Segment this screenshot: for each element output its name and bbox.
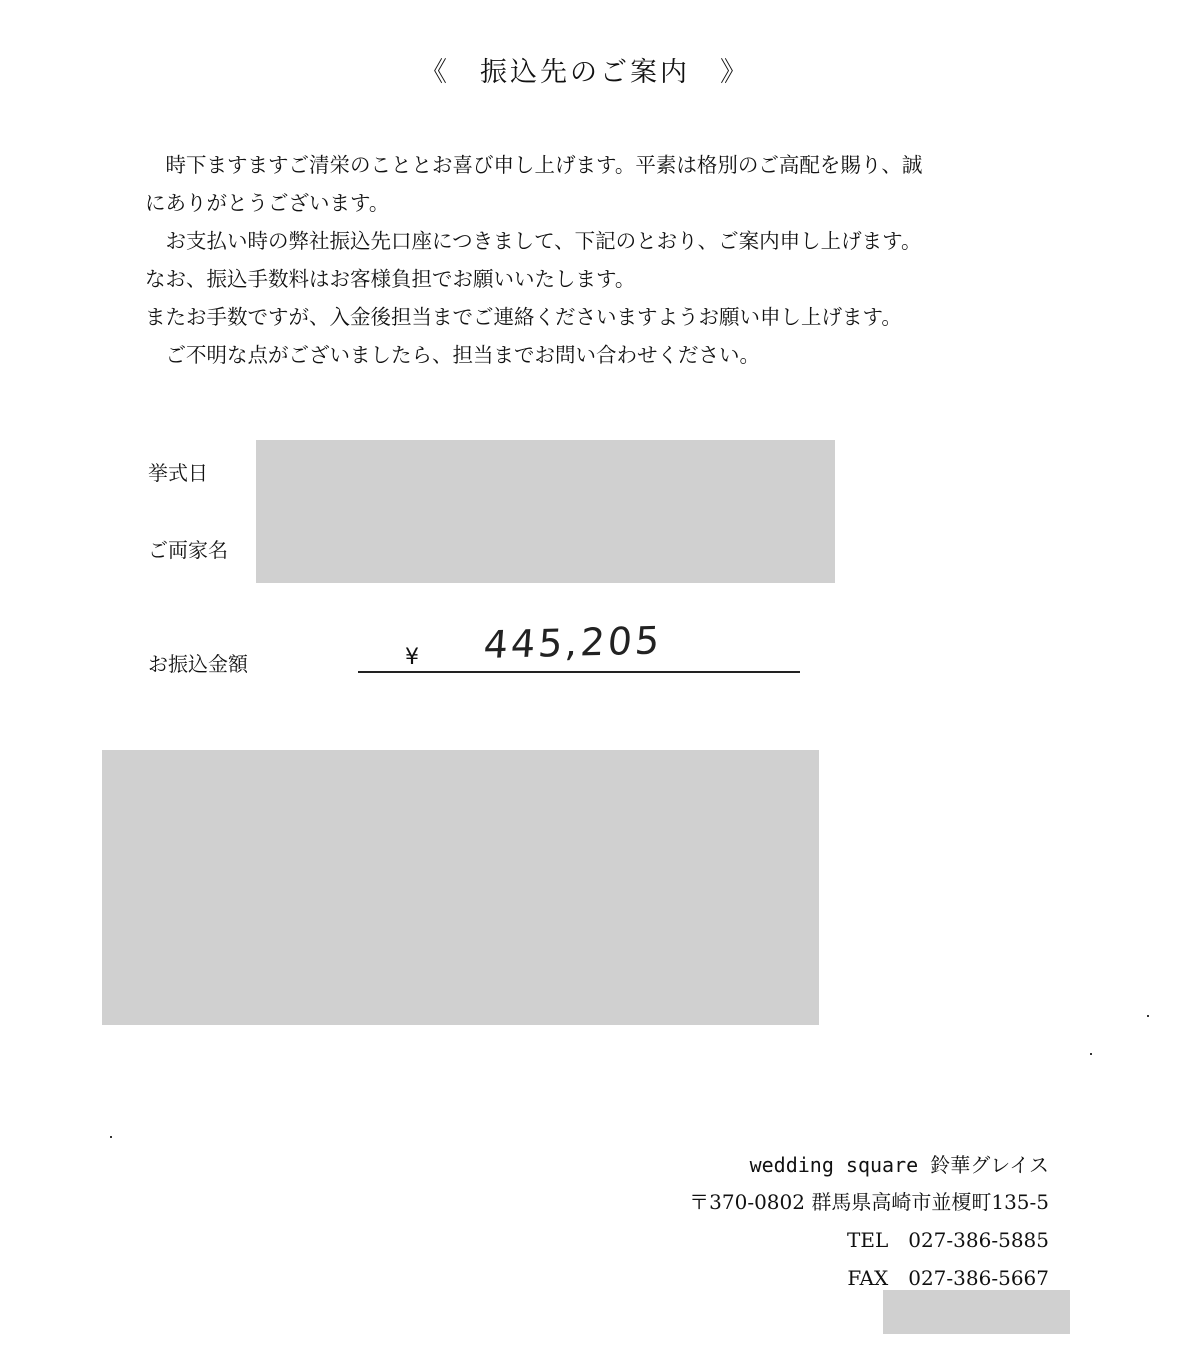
family-names-label: ご両家名 — [148, 538, 228, 562]
body-line-4: なお、振込手数料はお客様負担でお願いいたします。 — [145, 267, 636, 291]
footer-tel: TEL 027-386-5885 — [847, 1228, 1049, 1252]
scan-speck — [1090, 1053, 1092, 1055]
footer-company: wedding square 鈴華グレイス — [749, 1153, 1049, 1177]
redacted-bank-account — [102, 750, 819, 1025]
scan-speck — [1147, 1015, 1149, 1017]
amount-label: お振込金額 — [148, 652, 248, 676]
ceremony-date-label: 挙式日 — [148, 461, 208, 485]
footer-address: 〒370-0802 群馬県高崎市並榎町135-5 — [689, 1190, 1049, 1214]
handwritten-amount: 445,205 — [482, 618, 665, 667]
currency-symbol: ¥ — [405, 645, 419, 670]
body-line-3: お支払い時の弊社振込先口座につきまして、下記のとおり、ご案内申し上げます。 — [145, 229, 922, 253]
redacted-ceremony-info — [256, 440, 835, 583]
redacted-contact — [883, 1290, 1070, 1334]
scan-speck — [110, 1136, 112, 1138]
body-line-6: ご不明な点がございましたら、担当までお問い合わせください。 — [145, 343, 760, 367]
amount-underline — [358, 671, 800, 673]
footer-fax: FAX 027-386-5667 — [847, 1266, 1049, 1290]
body-line-1: 時下ますますご清栄のこととお喜び申し上げます。平素は格別のご高配を賜り、誠 — [145, 153, 923, 177]
body-line-2: にありがとうございます。 — [145, 191, 390, 215]
body-line-5: またお手数ですが、入金後担当までご連絡くださいますようお願い申し上げます。 — [145, 305, 902, 329]
document-title: 《 振込先のご案内 》 — [420, 57, 750, 88]
